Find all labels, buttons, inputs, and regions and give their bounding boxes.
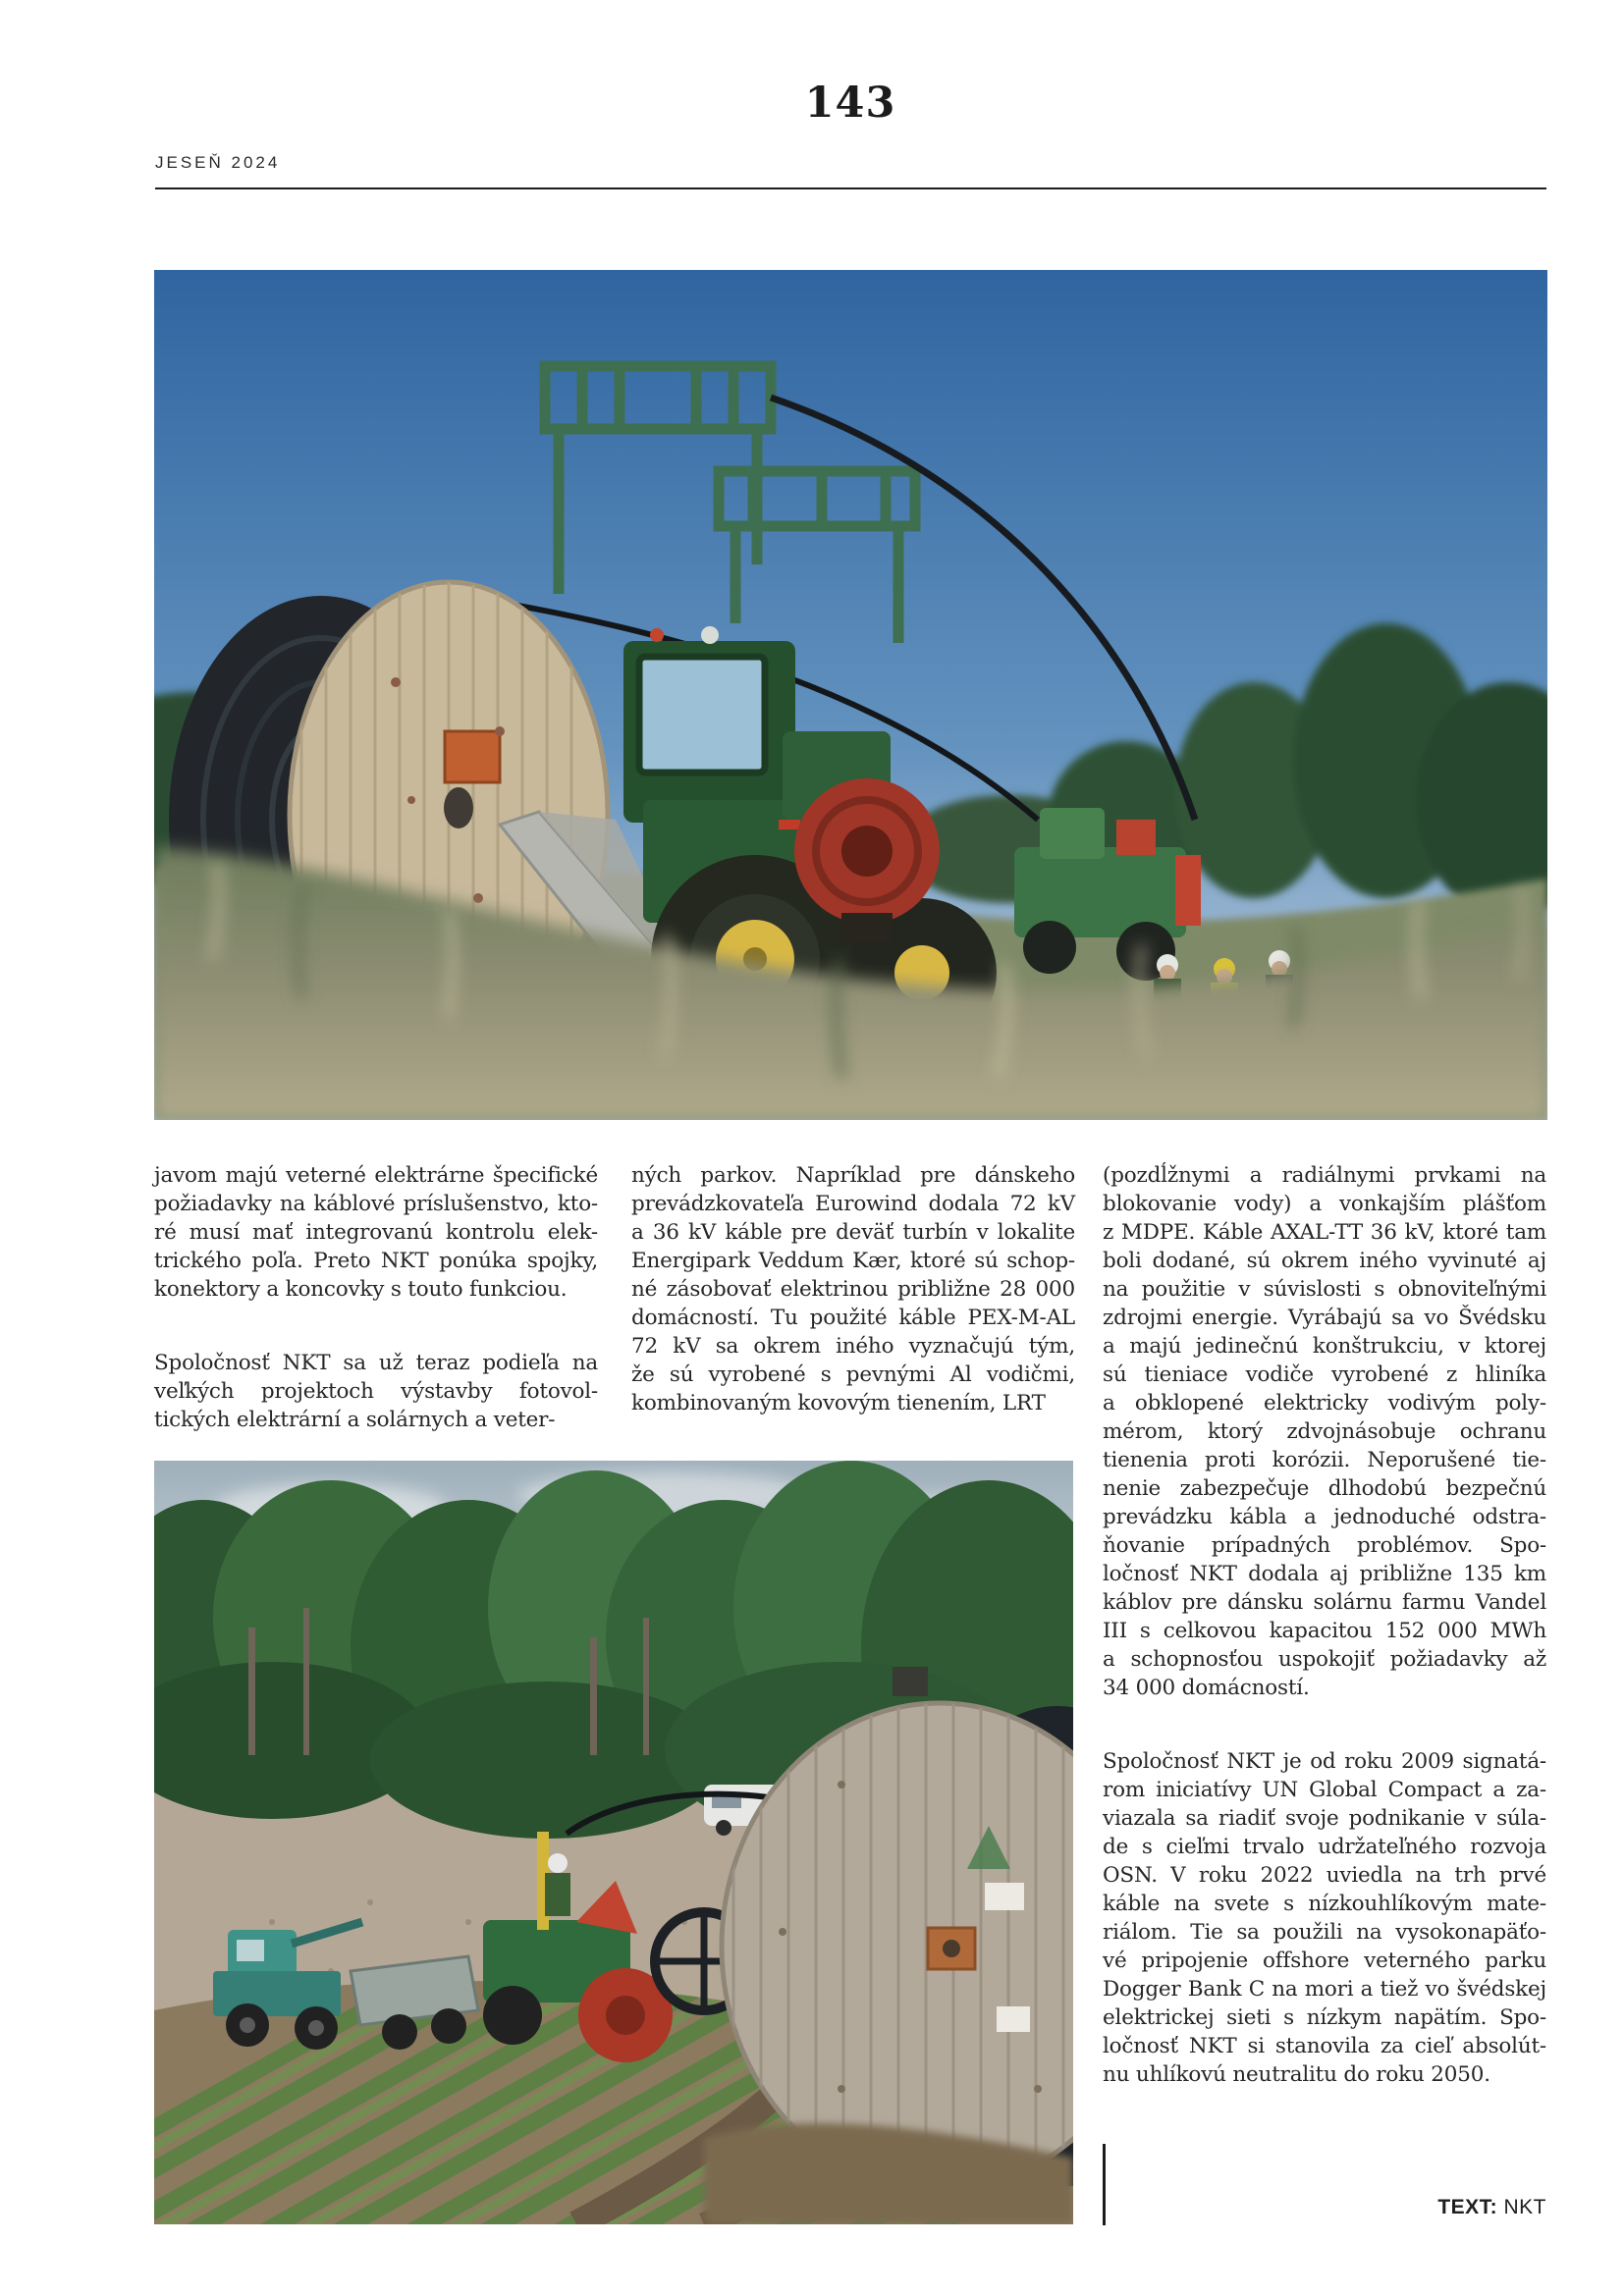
text-line: ných parkov. Napríklad pre dánskeho bbox=[631, 1163, 1075, 1188]
text-line: trického poľa. Preto NKT ponúka spojky, bbox=[154, 1249, 598, 1273]
photo2-scene bbox=[154, 1461, 1073, 2224]
text-line: káble na svete s nízkouhlíkovým mate- bbox=[1103, 1892, 1546, 1916]
text-line: nu uhlíkovú neutralitu do roku 2050. bbox=[1103, 2062, 1490, 2087]
issue-label: JESEŇ 2024 bbox=[155, 153, 281, 172]
paragraph bbox=[154, 1161, 598, 1304]
text-line: domácností. Tu použité káble PEX-M-AL bbox=[631, 1306, 1075, 1330]
text-line: a obklopené elektricky vodivým poly- bbox=[1103, 1391, 1546, 1415]
text-line: blokovanie vody) a vonkajším plášťom bbox=[1103, 1192, 1546, 1216]
text-line: elektrickej sieti s nízkym napätím. Spo- bbox=[1103, 2005, 1546, 2030]
text-line: káblov pre dánsku solárnu farmu Vandel bbox=[1103, 1590, 1546, 1615]
text-line: ňovanie prípadných problémov. Spo- bbox=[1103, 1533, 1546, 1558]
text-line: nenie zabezpečuje dlhodobú bezpečnú bbox=[1103, 1476, 1546, 1501]
article-column-right bbox=[1103, 1161, 1546, 2089]
article-column-middle bbox=[631, 1161, 1075, 1417]
text-line: ré musí mať integrovanú kontrolu elek- bbox=[154, 1220, 598, 1245]
text-line: kombinovaným kovovým tienením, LRT bbox=[631, 1391, 1046, 1415]
photo1-scene bbox=[154, 270, 1547, 1120]
text-line: sú tieniace vodiče vyrobené z hliníka bbox=[1103, 1362, 1546, 1387]
paragraph bbox=[631, 1161, 1075, 1417]
text-line: né zásobovať elektrinou približne 28 000 bbox=[631, 1277, 1075, 1302]
text-line: Dogger Bank C na mori a tiež vo švédskej bbox=[1103, 1977, 1546, 2002]
text-line: 72 kV sa okrem iného vyznačujú tým, bbox=[631, 1334, 1075, 1359]
text-line: Energipark Veddum Kær, ktoré sú schop- bbox=[631, 1249, 1075, 1273]
credit-label: TEXT: bbox=[1437, 2196, 1498, 2218]
text-line: že sú vyrobené s pevnými Al vodičmi, bbox=[631, 1362, 1075, 1387]
text-line: III s celkovou kapacitou 152 000 MWh bbox=[1103, 1619, 1546, 1643]
reel-label bbox=[985, 1883, 1024, 1910]
text-line: javom majú veterné elektrárne špecifické bbox=[154, 1163, 598, 1188]
text-line: konektory a koncovky s touto funkciou. bbox=[154, 1277, 568, 1302]
text-line: mérom, ktorý zdvojnásobuje ochranu bbox=[1103, 1419, 1546, 1444]
photo-cable-laying-convoy bbox=[154, 1461, 1073, 2224]
paragraph bbox=[1103, 1747, 1546, 2089]
text-line: veľkých projektoch výstavby fotovol- bbox=[154, 1379, 598, 1404]
text-line: a 36 kV káble pre deväť turbín v lokalite bbox=[631, 1220, 1075, 1245]
reel-label bbox=[997, 2006, 1030, 2032]
article-column-left bbox=[154, 1161, 598, 1434]
credit-value: NKT bbox=[1503, 2196, 1546, 2218]
text-line: požiadavky na káblové príslušenstvo, kto- bbox=[154, 1192, 598, 1216]
text-line: tických elektrární a solárnych a veter- bbox=[154, 1408, 556, 1432]
text-line: tienenia proti korózii. Neporušené tie- bbox=[1103, 1448, 1546, 1472]
text-line: OSN. V roku 2022 uviedla na trh prvé bbox=[1103, 1863, 1546, 1888]
text-line: Spoločnosť NKT sa už teraz podieľa na bbox=[154, 1351, 598, 1375]
header-rule bbox=[155, 187, 1546, 189]
text-line: zdrojmi energie. Vyrábajú sa vo Švédsku bbox=[1103, 1306, 1546, 1330]
text-line: riálom. Tie sa použili na vysokonapäťo- bbox=[1103, 1920, 1546, 1945]
text-line: a majú jedinečnú konštrukciu, v ktorej bbox=[1103, 1334, 1546, 1359]
text-line: ločnosť NKT dodala aj približne 135 km bbox=[1103, 1562, 1546, 1586]
text-line: a schopnosťou uspokojiť požiadavky až bbox=[1103, 1647, 1546, 1672]
text-line: z MDPE. Káble AXAL-TT 36 kV, ktoré tam bbox=[1103, 1220, 1546, 1245]
text-credit bbox=[1103, 2196, 1546, 2219]
text-line: na použitie v súvislosti s obnoviteľnými bbox=[1103, 1277, 1546, 1302]
text-line: ločnosť NKT si stanovila za cieľ absolút- bbox=[1103, 2034, 1546, 2058]
text-line: rom iniciatívy UN Global Compact a za- bbox=[1103, 1778, 1546, 1802]
text-line: prevádzku kábla a jednoduché odstra- bbox=[1103, 1505, 1546, 1529]
reel-hub-bracket bbox=[445, 731, 500, 782]
page-number: 143 bbox=[804, 79, 896, 128]
paragraph bbox=[154, 1349, 598, 1434]
text-line: vé pripojenie offshore veterného parku bbox=[1103, 1949, 1546, 1973]
text-line: Spoločnosť NKT je od roku 2009 signatá- bbox=[1103, 1749, 1546, 1774]
text-line: de s cieľmi trvalo udržateľného rozvoja bbox=[1103, 1835, 1546, 1859]
text-line: prevádzkovateľa Eurowind dodala 72 kV bbox=[631, 1192, 1075, 1216]
text-line: viazala sa riadiť svoje podnikanie v súla- bbox=[1103, 1806, 1546, 1831]
photo-tractor-cable-reels bbox=[154, 270, 1547, 1120]
paragraph bbox=[1103, 1161, 1546, 1702]
text-line: boli dodané, sú okrem iného vyvinuté aj bbox=[1103, 1249, 1546, 1273]
hunting-stand bbox=[893, 1667, 928, 1696]
text-line: 34 000 domácností. bbox=[1103, 1676, 1310, 1700]
text-line: (pozdĺžnymi a radiálnymi prvkami na bbox=[1103, 1163, 1546, 1188]
